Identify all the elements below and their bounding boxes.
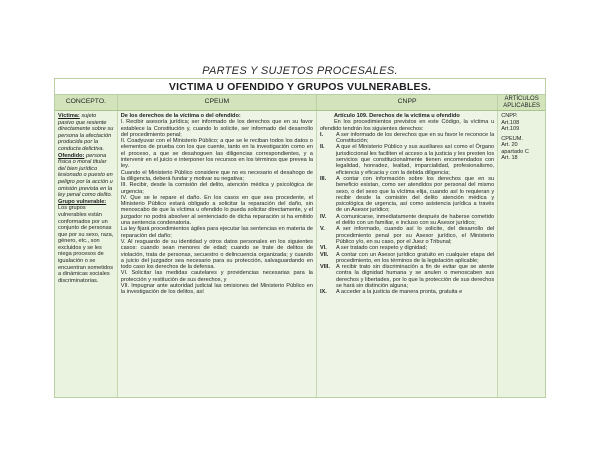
- cnpp-cell: [317, 111, 498, 398]
- cpeum-paragraph: IV. Que se le repare el daño. En los casos en que sea procedente, el Ministerio Público estará obligado a solicitar la reparación del daño, sin menoscabo de que la víctima u ofendido lo pueda solicitar directamente, y el juzgador no podrá absolver al sentenciado de dicha reparación si ha emitido una sentencia condenatoria.: [120, 194, 313, 227]
- cnpp-item: [320, 176, 494, 214]
- articulos-cell: [498, 111, 545, 398]
- articulo-ref: CNPP.: [501, 113, 518, 119]
- header-articulos: ARTÍCULOS APLICABLES: [503, 96, 540, 109]
- victima-label: Víctima:: [58, 113, 80, 119]
- cnpp-item-text: A comunicarse, inmediatamente después de haberse cometido el delito con un familiar, e incluso con su Asesor jurídico;: [335, 213, 495, 227]
- cnpp-item: [320, 226, 494, 245]
- cnpp-item-text: A contar con un Asesor jurídico gratuito en cualquier etapa del procedimiento, en los términos de la legislación aplicable;: [335, 251, 495, 264]
- cnpp-item-text: A acceder a la justicia de manera pronta, gratuita e: [335, 289, 463, 296]
- articulo-ref: apartado C: [501, 148, 529, 155]
- victima-definition: sujeto pasivo que resiente directamente sobre su persona la afectación producida por la conducta delictiva.: [58, 113, 114, 152]
- cnpp-heading: Artículo 109. Derechos de la víctima u ofendido: [333, 113, 460, 119]
- table-body-row: [55, 111, 545, 398]
- cnpp-item: [320, 264, 494, 289]
- cnpp-item-text: A ser tratado con respeto y dignidad;: [335, 245, 428, 252]
- grupo-vulnerable-definition: Los grupos vulnerables están conformados por un conjunto de personas que por su sexo, raza, género, etc., son excluidos y se les niega procesos de igualación o se encuentran sometidos a dinámicas sociales discriminatorias.: [58, 205, 114, 284]
- articulo-ref: Art.109: [501, 126, 520, 132]
- cnpp-item-number: VIII.: [319, 264, 330, 271]
- table-subtitle: VICTIMA U OFENDIDO Y GRUPOS VULNERABLES.: [55, 79, 545, 95]
- cnpp-item: [320, 252, 494, 265]
- concepto-cell: [55, 111, 118, 398]
- grupo-vulnerable-label: Grupo vulnerable:: [58, 198, 107, 205]
- cpeum-paragraph: I. Recibir asesoría jurídica; ser informado de los derechos que en su favor establece la Constitución y, cuando lo solicite, ser informado del desarrollo del procedimiento penal;: [120, 119, 313, 138]
- cnpp-item-number: IX.: [319, 289, 327, 296]
- cnpp-item: [320, 144, 494, 175]
- articulo-ref: Art. 20: [501, 142, 518, 148]
- cnpp-item-number: IV.: [319, 213, 327, 220]
- cpeum-paragraph: La ley fijará procedimientos ágiles para ejecutar las sentencias en materia de reparación del daño;: [120, 226, 313, 239]
- cpeum-paragraph: III. Recibir, desde la comisión del delito, atención médica y psicológica de urgencia;: [120, 182, 313, 195]
- articulo-ref: Art. 18: [501, 155, 518, 161]
- cpeum-paragraph: Cuando el Ministerio Público considere que no es necesario el desahogo de la diligencia, deberá fundar y motivar su negativa;: [120, 169, 313, 182]
- table-header-row: [55, 95, 545, 111]
- cnpp-item-text: A ser informado de los derechos que en su favor le reconoce la Constitución;: [335, 131, 495, 145]
- cnpp-item-number: I.: [319, 131, 324, 138]
- cpeum-paragraph: VI. Solicitar las medidas cautelares y providencias necesarias para la protección y restitución de sus derechos, y: [120, 270, 313, 283]
- cnpp-item: [320, 289, 494, 295]
- cpeum-paragraph: VII. Impugnar ante autoridad judicial las omisiones del Ministerio Público en la investigación de los delitos, así: [120, 283, 313, 296]
- articulo-ref: CPEUM.: [501, 135, 523, 142]
- cnpp-item-number: II.: [319, 144, 325, 151]
- header-cpeum: CPEUM: [118, 95, 317, 110]
- cnpp-intro: En los procedimientos previstos en este Código, la víctima u ofendido tendrán los siguientes derechos:: [319, 119, 495, 132]
- cnpp-item-text: A ser informado, cuando así lo solicite, del desarrollo del procedimiento penal por su Asesor jurídico, el Ministerio Público y/o, en su caso, por el Juez o Tribunal;: [335, 226, 495, 245]
- cnpp-item: [320, 214, 494, 227]
- cnpp-item-number: V.: [319, 226, 325, 233]
- cnpp-item-number: VI.: [319, 245, 327, 252]
- cpeum-paragraph: II. Coadyuvar con el Ministerio Público; a que se le reciban todos los datos o elementos de prueba con los que cuente, tanto en la investigación como en el proceso, a que se desahoguen las diligencias correspondientes, y a intervenir en el juicio e interponer los recursos en los términos que prevea la ley.: [120, 138, 313, 170]
- header-concepto: CONCEPTO.: [55, 95, 118, 110]
- document-title: PARTES Y SUJETOS PROCESALES.: [202, 65, 398, 77]
- comparison-table: [54, 78, 546, 398]
- cnpp-item-number: III.: [319, 175, 327, 182]
- cpeum-paragraph: V. Al resguardo de su identidad y otros datos personales en los siguientes casos: cuando sean menores de edad; cuando se trate de delitos de violación, trata de personas, secuestro o delincuencia organizada; y cuando a juicio del juzgador sea necesario para su protección, salvaguardando en todo caso los derechos de la defensa.: [120, 238, 313, 271]
- cnpp-item-number: VII.: [319, 251, 329, 258]
- cnpp-item-text: A contar con información sobre los derechos que en su beneficio existan, como ser atendidos por personal del mismo sexo, o del sexo que la víctima elija, cuando así lo requieran y recibir desde la comisión del delito atención médica y psicológica de urgencia, así como asistencia jurídica a través de un Asesor jurídico;: [335, 175, 495, 214]
- cnpp-item: [320, 132, 494, 145]
- cnpp-item-text: A que el Ministerio Público y sus auxiliares así como el Órgano jurisdiccional les faciliten el acceso a la justicia y les presten los servicios que constitucionalmente tienen encomendados con legalidad, honradez, lealtad, imparcialidad, profesionalismo, eficiencia y eficacia y con la debida diligencia;: [335, 144, 495, 176]
- header-cnpp: CNPP: [317, 95, 498, 110]
- ofendido-label: Ofendido:: [58, 152, 85, 159]
- ofendido-definition: persona física o moral titular del bien jurídico lesionado o puesto en peligro por la acción u omisión prevista en la ley penal como delito.: [58, 152, 113, 199]
- cnpp-item-text: A recibir trato sin discriminación a fin de evitar que se atente contra la dignidad humana y se anulen o menoscaben sus derechos y libertades, por lo que la protección de sus derechos se hará sin distinción alguna;: [335, 264, 495, 290]
- cpeum-cell: [118, 111, 317, 398]
- articulo-ref: Art.108: [501, 119, 520, 126]
- cpeum-heading: De los derechos de la víctima o del ofendido:: [120, 113, 241, 119]
